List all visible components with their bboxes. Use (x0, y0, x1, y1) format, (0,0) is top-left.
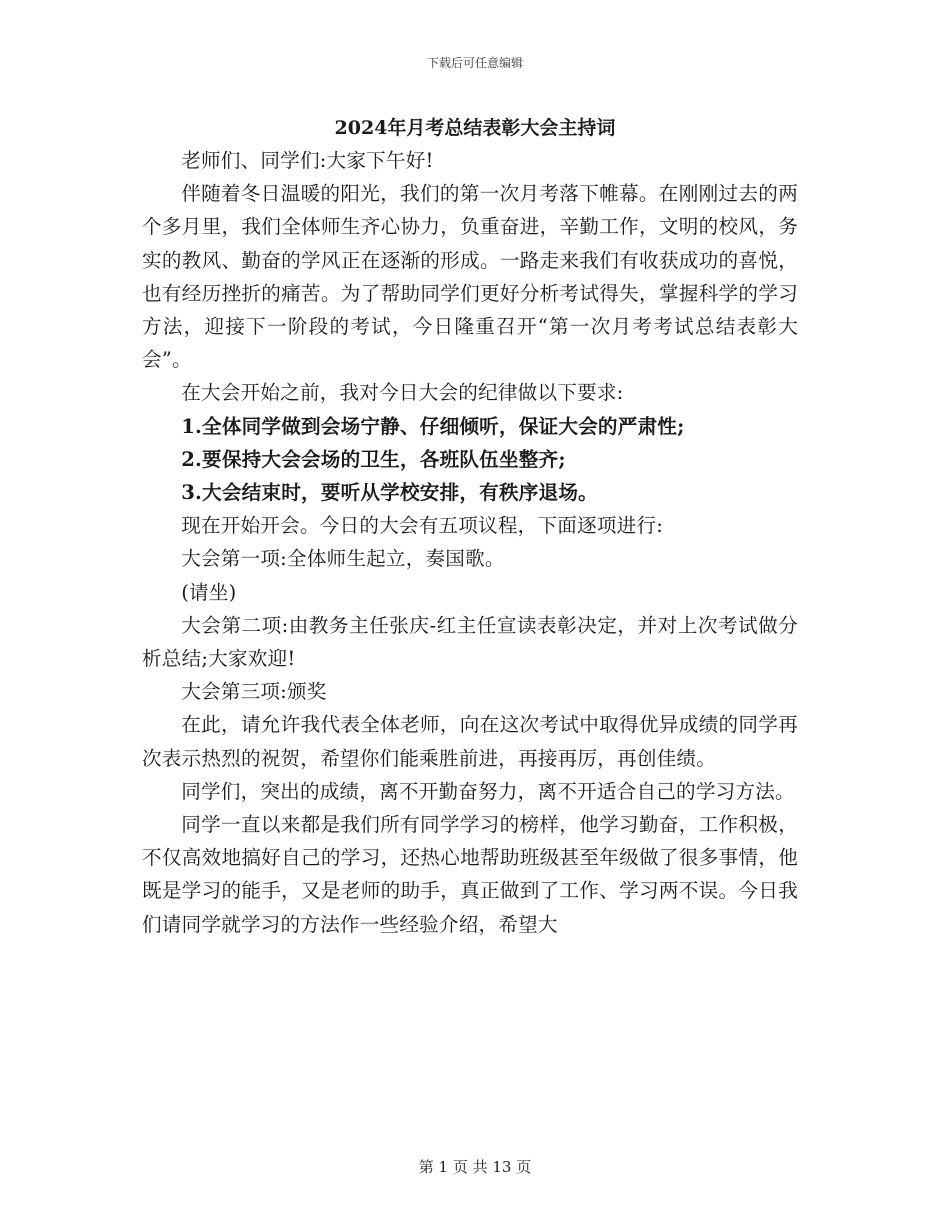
paragraph-greeting: 老师们、同学们:大家下午好! (181, 149, 434, 172)
paragraph-item-2: 大会第二项:由教务主任张庆-红主任宣读表彰决定，并对上次考试做分析总结;大家欢迎! (142, 613, 798, 671)
paragraph-item-1: 大会第一项:全体师生起立，奏国歌。 (181, 547, 505, 571)
paragraph-rule-2: 2.要保持大会会场的卫生，各班队伍坐整齐; (181, 447, 566, 471)
paragraph-intro: 伴随着冬日温暖的阳光，我们的第一次月考落下帷幕。在刚刚过去的两个多月里，我们全体师生齐心协力，负重奋进，辛勤工作，文明的校风，务实的教风、勤奋的学风正在逐渐的形成。一路走来我们有收获成功的喜悦，也有经历挫折的痛苦。为了帮助同学们更好分析考试得失，掌握科学的学习方法，迎接下一阶段的考试，今日隆重召开“第一次月考考试总结表彰大会”。 (142, 182, 798, 372)
paragraph-congrats: 在此，请允许我代表全体老师，向在这次考试中取得优异成绩的同学再次表示热烈的祝贺，希望你们能乘胜前进，再接再厉，再创佳绩。 (142, 713, 798, 770)
paragraph-please-sit: (请坐) (181, 580, 237, 604)
paragraph-role-model: 同学一直以来都是我们所有同学学习的榜样，他学习勤奋，工作积极，不仅高效地搞好自己的学习，还热心地帮助班级甚至年级做了很多事情，他既是学习的能手，又是老师的助手，真正做到了工作、学习两不误。今日我们请同学就学习的方法作一些经验介绍，希望大 (142, 813, 798, 936)
paragraph-method: 同学们，突出的成绩，离不开勤奋努力，离不开适合自己的学习方法。 (181, 779, 795, 803)
paragraph-agenda: 现在开始开会。今日的大会有五项议程，下面逐项进行: (181, 514, 664, 538)
document-body (142, 112, 798, 941)
paragraph-rule-3: 3.大会结束时，要听从学校安排，有秩序退场。 (181, 481, 598, 505)
paragraph-rules-lead: 在大会开始之前，我对今日大会的纪律做以下要求: (181, 381, 624, 405)
paragraph-rule-1: 1.全体同学做到会场宁静、仔细倾听，保证大会的严肃性; (181, 414, 685, 438)
document-title: 2024年月考总结表彰大会主持词 (334, 117, 616, 139)
paragraph-item-3: 大会第三项:颁奖 (181, 680, 327, 704)
page-number: 第 1 页 共 13 页 (418, 1158, 532, 1176)
header-note: 下载后可任意编辑 (426, 56, 523, 70)
